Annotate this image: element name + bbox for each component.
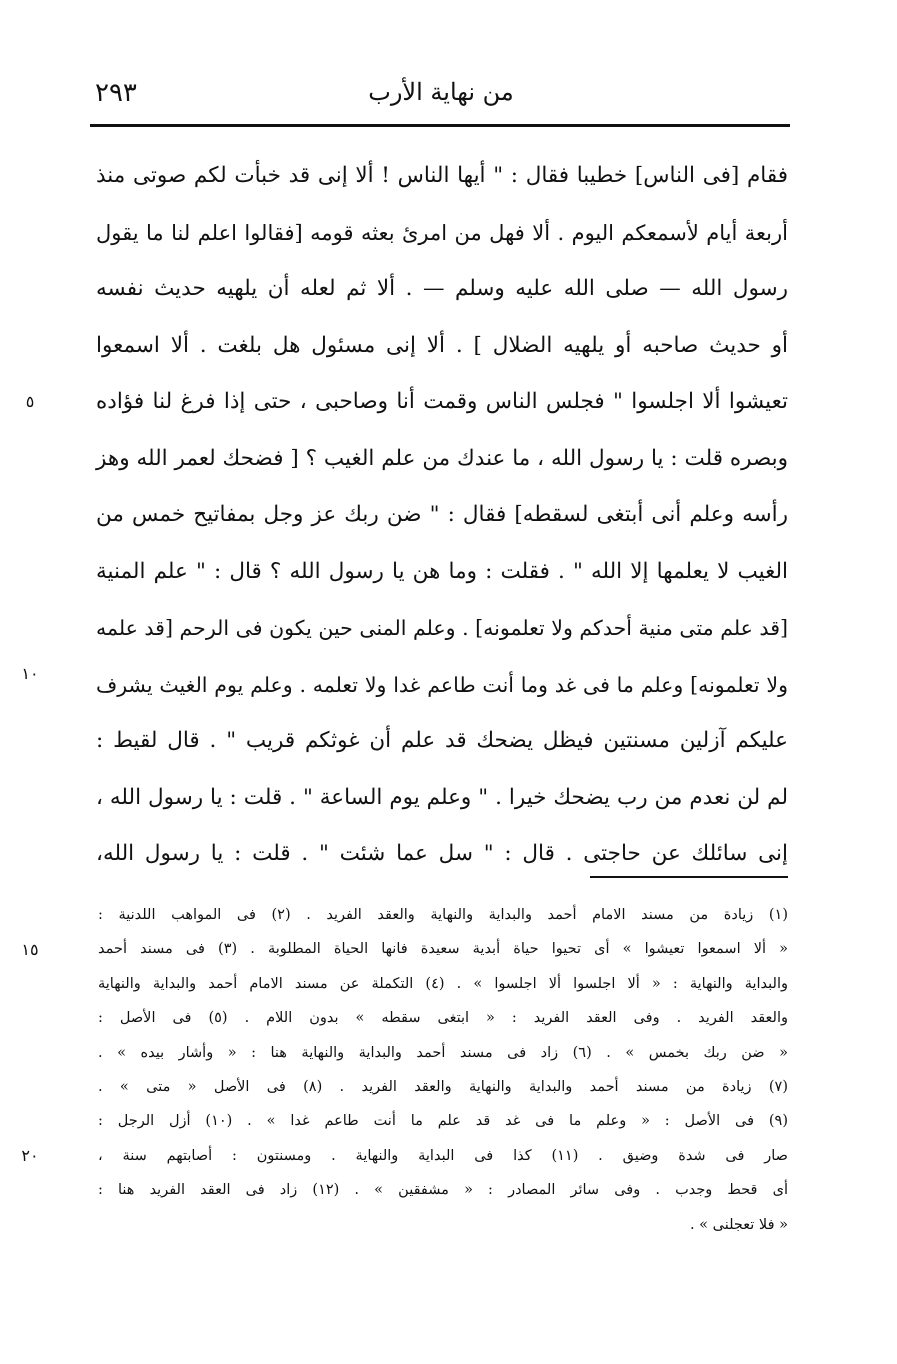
footnote-line-6: (٧) زيادة من مسند أحمد والبداية والنهاية والعقد الفريد . (٨) فى الأصل « متى » . — [98, 1078, 788, 1095]
text-line-9: [قد علم متى منية أحدكم ولا تعلمونه] . وعلم المنى حين يكون فى الرحم [قد علمه — [96, 616, 788, 640]
footnote-line-7: (٩) فى الأصل : « وعلم ما فى غد قد علم ما أنت طاعم غدا » . (١٠) أزل الرجل : — [98, 1113, 788, 1130]
text-line-5: تعيشوا ألا اجلسوا " فجلس الناس وقمت أنا وصاحبى ، حتى إذا فرغ لنا فؤاده — [96, 389, 788, 414]
margin-line-number-10: ١٠ — [21, 664, 39, 683]
footnote-line-8: صار فى شدة وضيق . (١١) كذا فى البداية والنهاية . ومسنتون : أصابتهم سنة ، — [98, 1147, 788, 1164]
text-line-6: وبصره قلت : يا رسول الله ، ما عندك من علم الغيب ؟ [ فضحك لعمر الله وهز — [96, 445, 788, 471]
footnote-separator — [590, 876, 788, 878]
running-title: من نهاية الأرب — [368, 78, 514, 106]
margin-line-number-15: ١٥ — [21, 940, 39, 959]
footnote-line-3: والبداية والنهاية : « ألا اجلسوا ألا اجلسوا » . (٤) التكملة عن مسند الامام أحمد والبداية والنهاية — [98, 975, 788, 992]
page-header — [95, 78, 787, 118]
text-line-7: رأسه وعلم أنى أبتغى لسقطه] فقال : " ضن ربك عز وجل بمفاتيح خمس من — [96, 502, 788, 527]
text-line-13: إنى سائلك عن حاجتى . قال : " سل عما شئت " . قلت : يا رسول الله، — [96, 841, 788, 866]
footnote-line-10: « فلا تعجلنى » . — [689, 1216, 788, 1233]
footnote-line-2: « ألا اسمعوا تعيشوا » أى تحيوا حياة أبدية سعيدة فانها الحياة المطلوبة . (٣) فى مسند أحمد — [98, 941, 788, 958]
footnote-line-4: والعقد الفريد . وفى العقد الفريد : « ابتغى سقطه » بدون اللام . (٥) فى الأصل : — [98, 1010, 788, 1027]
margin-line-number-5: ٥ — [25, 392, 35, 411]
footnote-line-1: (١) زيادة من مسند الامام أحمد والبداية والنهاية والعقد الفريد . (٢) فى المواهب اللدنية : — [98, 907, 788, 923]
text-line-4: أو حديث صاحبه أو يلهيه الضلال ] . ألا إنى مسئول هل بلغت . ألا اسمعوا — [96, 332, 788, 358]
text-line-11: عليكم آزلين مسنتين فيظل يضحك قد علم أن غوثكم قريب " . قال لقيط : — [96, 728, 788, 753]
header-rule — [90, 124, 790, 127]
footnote-line-9: أى قحط وجدب . وفى سائر المصادر : « مشفقين » . (١٢) زاد فى العقد الفريد هنا : — [98, 1182, 788, 1199]
text-line-12: لم لن نعدم من رب يضحك خيرا . " وعلم يوم الساعة " . قلت : يا رسول الله ، — [96, 784, 788, 810]
footnotes — [98, 898, 788, 1242]
page-number: ٢٩٣ — [95, 78, 137, 108]
margin-line-number-20: ٢٠ — [21, 1146, 39, 1165]
text-line-3: رسول الله — صلى الله عليه وسلم — . ألا ثم لعله أن يلهيه حديث نفسه — [96, 276, 788, 301]
text-line-10: ولا تعلمونه] وعلم ما فى غد وما أنت طاعم غدا ولا تعلمه . وعلم يوم الغيث يشرف — [96, 672, 788, 697]
text-line-1: فقام [فى الناس] خطيبا فقال : " أيها الناس ! ألا إنى قد خبأت لكم صوتى منذ — [96, 163, 788, 188]
text-line-8: الغيب لا يعلمها إلا الله " . فقلت : وما هن يا رسول الله ؟ قال : " علم المنية — [96, 558, 788, 584]
text-line-2: أربعة أيام لأسمعكم اليوم . ألا فهل من امرئ بعثه قومه [فقالوا اعلم لنا ما يقول — [96, 220, 788, 245]
footnote-line-5: « ضن ربك بخمس » . (٦) زاد فى مسند أحمد والبداية والنهاية هنا : « وأشار بيده » . — [98, 1044, 788, 1061]
main-text — [96, 148, 788, 883]
